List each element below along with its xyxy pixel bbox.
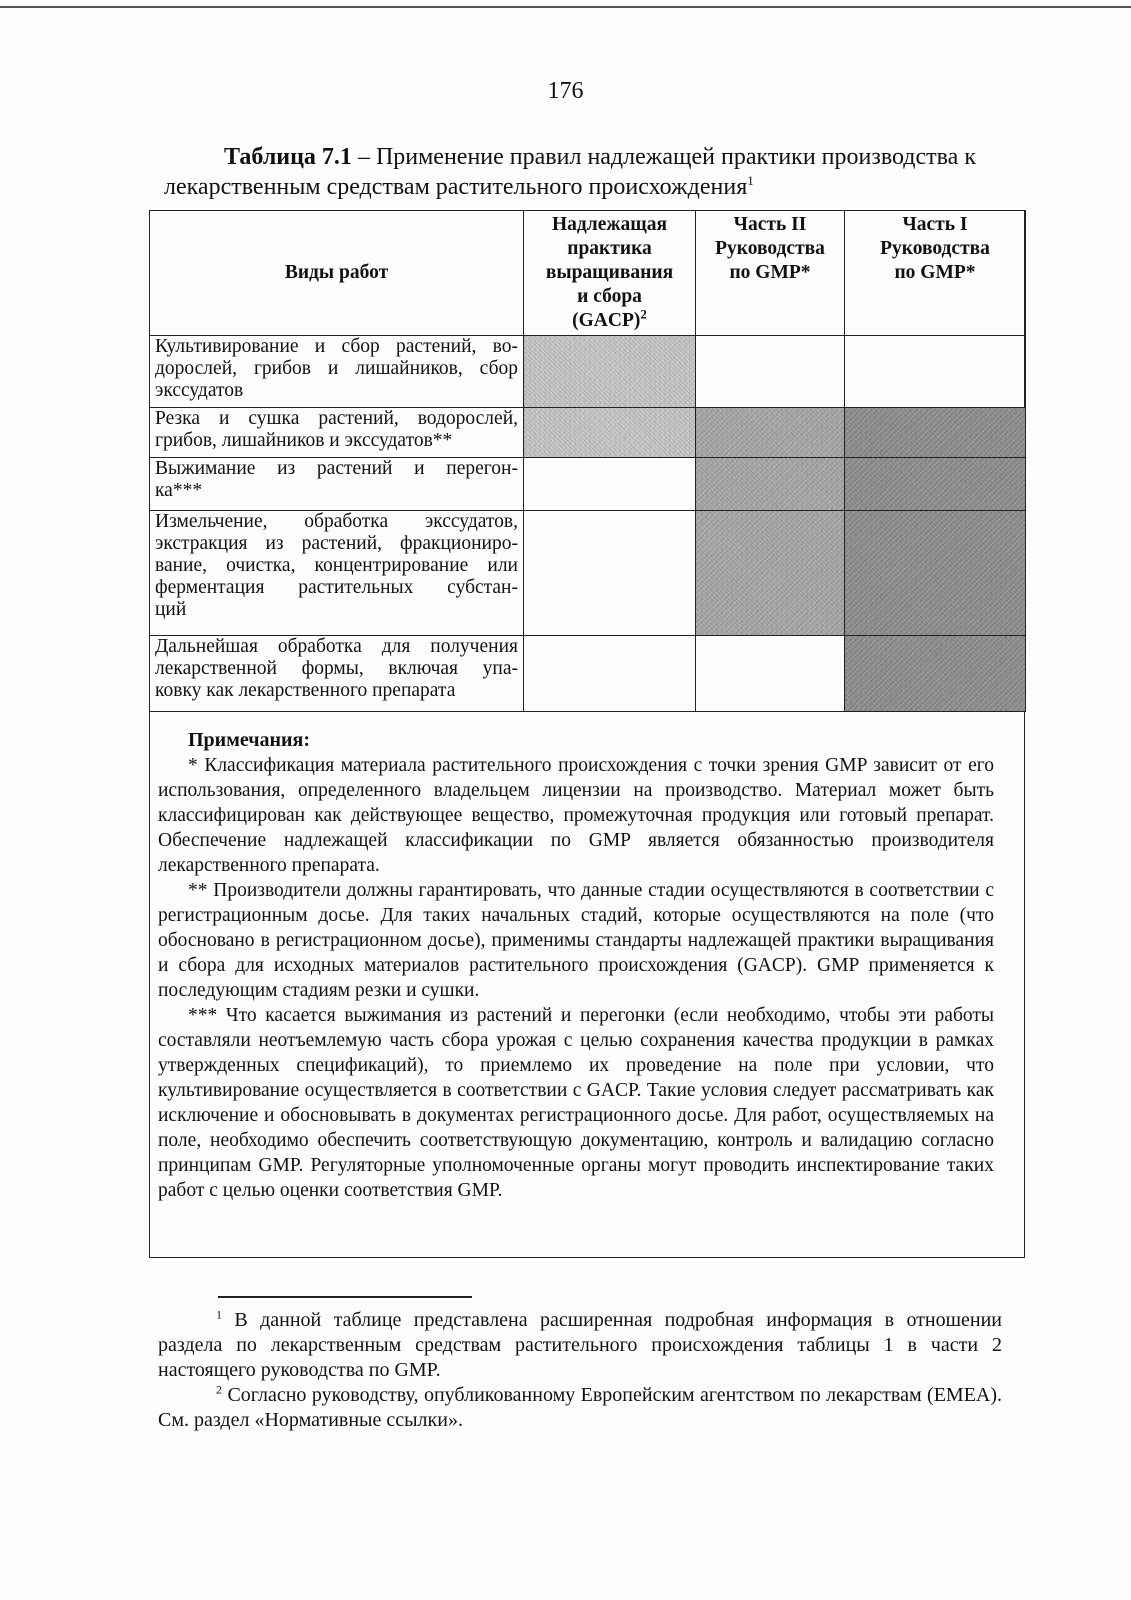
header-part1-line: Руководства — [880, 238, 990, 259]
empty-cell-part2 — [696, 336, 845, 408]
empty-cell-part1 — [845, 336, 1026, 408]
header-gacp-footnote-ref: 2 — [640, 306, 647, 322]
shaded-cell-part1 — [845, 408, 1026, 458]
footnotes — [158, 1308, 1002, 1433]
header-gacp-line: и сбора — [577, 286, 642, 307]
work-line: Культивирование и сбор растений, во- — [155, 336, 518, 357]
work-cell — [150, 511, 524, 636]
table-header-row — [150, 211, 1026, 336]
footnote-text: В данной таблице представлена расширенная подробная информация в отношении раздела по лекарственным средствам растительного происхождения таблицы 1 в части 2 настоящего руководства по GMP. — [158, 1309, 1003, 1381]
header-gacp-line: Надлежащая — [551, 214, 668, 235]
note-item: *** Что касается выжимания из растений и перегонки (если необходимо, чтобы эти работы составляли неотъемлемую часть сбора урожая с целью сохранения качества продукции в рамках утвержденных спецификаций), то приемлемо их проведение на поле при условии, что культивирование осуществляется в соответствии с GACP. Такие условия следует рассматривать как исключение и обосновывать в документах регистрационного досье. Для работ, осуществляемых на поле, необходимо обеспечить соответствующую документацию, контроль и валидацию согласно принципам GMP. Регуляторные уполномоченные органы могут проводить инспектирование таких работ с целью оценки соответствия GMP. — [158, 1005, 994, 1201]
work-cell — [150, 636, 524, 712]
header-kinds: Виды работ — [150, 211, 524, 336]
table-row-cultivation — [150, 336, 1026, 408]
shaded-cell-part1 — [845, 458, 1026, 511]
note-item: ** Производители должны гарантировать, что данные стадии осуществляются в соответствии с регистрационным досье. Для таких начальных стадий, которые осуществляются на поле (что обосновано в регистрационном досье), применимы стандарты надлежащей практики выращивания и сбора для исходных материалов растительного происхождения (GACP). GMP применяется к последующим стадиям резки и сушки. — [158, 880, 994, 1001]
header-gacp — [524, 211, 696, 336]
empty-cell-gacp — [524, 458, 696, 511]
work-cell — [150, 408, 524, 458]
header-gacp-line: выращивания — [545, 262, 674, 283]
footnote-separator — [218, 1296, 472, 1298]
work-line: ка*** — [155, 480, 203, 501]
shaded-cell-part2 — [696, 408, 845, 458]
work-line: Дальнейшая обработка для получения — [155, 636, 518, 657]
work-line: Измельчение, обработка экссудатов, — [155, 511, 518, 532]
work-line: Резка и сушка растений, водорослей, — [155, 408, 518, 429]
empty-cell-gacp — [524, 511, 696, 636]
shaded-cell-part2 — [696, 511, 845, 636]
header-part2-line: Часть II — [733, 214, 807, 235]
footnote-number: 2 — [216, 1382, 222, 1397]
notes-title: Примечания: — [188, 729, 311, 751]
table-row-comminution-extraction — [150, 511, 1026, 636]
work-line: экссудатов — [155, 380, 244, 401]
empty-cell-part2 — [696, 636, 845, 712]
table-row-cutting-drying — [150, 408, 1026, 458]
top-border-line — [0, 6, 1131, 8]
footnote-item — [158, 1383, 1002, 1433]
header-gacp-line — [528, 306, 691, 333]
work-line: вание, очистка, концентрирование или — [155, 555, 518, 576]
table-row-pressing-distillation — [150, 458, 1026, 511]
header-gacp-abbr: (GACP) — [572, 310, 641, 331]
header-part1-line: Часть I — [902, 214, 968, 235]
header-part2 — [696, 211, 845, 336]
work-line: экстракция из растений, фракциониро- — [155, 533, 518, 554]
table-row-further-processing — [150, 636, 1026, 712]
work-cell — [150, 458, 524, 511]
work-line: лекарственной формы, включая упа- — [155, 658, 518, 679]
header-part1 — [845, 211, 1026, 336]
page-number: 176 — [547, 78, 584, 104]
caption-text-line2: лекарственным средствам растительного происхождения — [164, 174, 748, 200]
work-line: ковку как лекарственного препарата — [155, 680, 456, 701]
caption-footnote-ref: 1 — [747, 173, 754, 188]
work-line: дорослей, грибов и лишайников, сбор — [155, 358, 518, 379]
gmp-table — [149, 210, 1026, 712]
shaded-cell-part1 — [845, 636, 1026, 712]
header-gacp-line: практика — [567, 238, 652, 259]
caption-label: Таблица 7.1 — [224, 144, 352, 170]
empty-cell-gacp — [524, 636, 696, 712]
note-item: * Классификация материала растительного происхождения с точки зрения GMP зависит от его использования, определенного владельцем лицензии на производство. Материал может быть классифицирован как действующее вещество, промежуточная продукция или готовый препарат. Обеспечение надлежащей классификации по GMP является обязанностью производителя лекарственного препарата. — [158, 755, 994, 876]
shaded-cell-part2 — [696, 458, 845, 511]
shaded-cell-gacp — [524, 336, 696, 408]
header-part1-line: по GMP* — [894, 262, 976, 283]
shaded-cell-gacp — [524, 408, 696, 458]
work-line: грибов, лишайников и экссудатов** — [155, 430, 453, 451]
shaded-cell-part1 — [845, 511, 1026, 636]
table-notes — [158, 728, 994, 1203]
header-part2-line: Руководства — [715, 238, 825, 259]
work-line: ферментация растительных субстан- — [155, 577, 518, 598]
caption-text: – Применение правил надлежащей практики производства к — [351, 144, 976, 170]
footnote-number: 1 — [216, 1307, 222, 1322]
table-caption — [164, 142, 1034, 202]
header-part2-line: по GMP* — [729, 262, 811, 283]
footnote-text: Согласно руководству, опубликованному Европейским агентством по лекарствам (EMEA). См. раздел «Нормативные ссылки». — [158, 1384, 1003, 1431]
work-cell — [150, 336, 524, 408]
work-line: Выжимание из растений и перегон- — [155, 458, 518, 479]
work-line: ций — [155, 599, 187, 620]
footnote-item — [158, 1308, 1002, 1383]
